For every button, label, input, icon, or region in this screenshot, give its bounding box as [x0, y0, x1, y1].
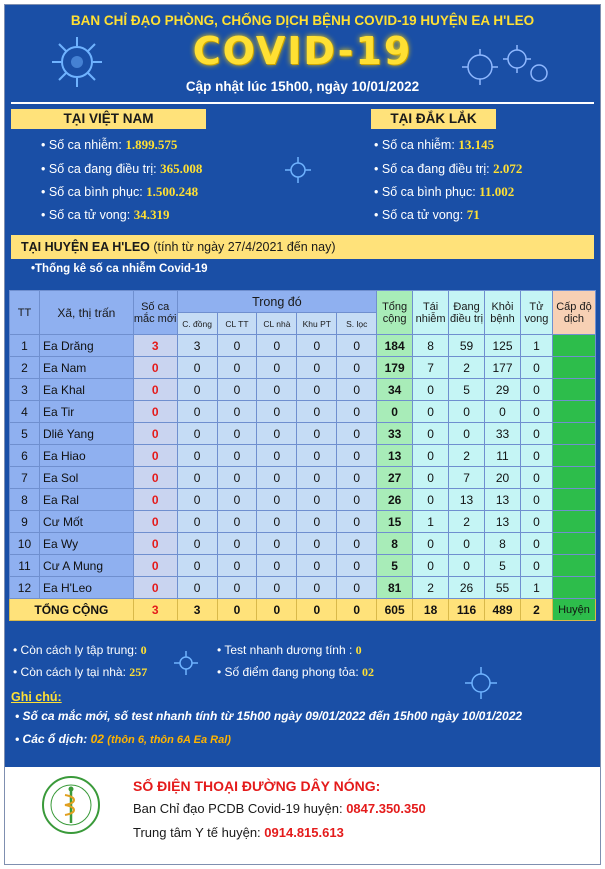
row-total: 5	[377, 555, 413, 577]
row-deaths: 0	[520, 511, 552, 533]
row-sub-5: 0	[337, 467, 377, 489]
row-deaths: 0	[520, 467, 552, 489]
row-level	[552, 357, 595, 379]
row-level	[552, 401, 595, 423]
row-level	[552, 555, 595, 577]
row-treating: 2	[449, 511, 485, 533]
row-treating: 26	[449, 577, 485, 599]
row-tt: 11	[10, 555, 40, 577]
row-sub-2: 0	[217, 335, 257, 357]
sum-sub-4: 0	[297, 599, 337, 621]
row-sub-4: 0	[297, 467, 337, 489]
row-tt: 3	[10, 379, 40, 401]
poster	[4, 4, 601, 865]
row-reinfect: 0	[413, 555, 449, 577]
th-trong-do: Trong đó	[177, 291, 377, 313]
row-deaths: 1	[520, 335, 552, 357]
row-sub-2: 0	[217, 445, 257, 467]
sum-deaths: 2	[520, 599, 552, 621]
row-treating: 0	[449, 555, 485, 577]
row-name: Ea Khal	[39, 379, 133, 401]
isolation-home: • Còn cách ly tại nhà: 257	[13, 665, 148, 679]
row-treating: 2	[449, 357, 485, 379]
row-new: 0	[133, 379, 177, 401]
row-deaths: 0	[520, 533, 552, 555]
row-name: Cư A Mung	[39, 555, 133, 577]
row-level	[552, 577, 595, 599]
row-recovered: 33	[485, 423, 521, 445]
th-sub-4: Khu PT	[297, 313, 337, 335]
row-new: 0	[133, 357, 177, 379]
row-total: 26	[377, 489, 413, 511]
sum-recovered: 489	[485, 599, 521, 621]
row-sub-2: 0	[217, 555, 257, 577]
row-recovered: 0	[485, 401, 521, 423]
row-sub-4: 0	[297, 533, 337, 555]
row-recovered: 13	[485, 511, 521, 533]
row-level	[552, 533, 595, 555]
row-sub-3: 0	[257, 511, 297, 533]
row-treating: 0	[449, 423, 485, 445]
table-row	[10, 401, 596, 423]
row-sub-1: 0	[177, 401, 217, 423]
row-reinfect: 0	[413, 423, 449, 445]
row-recovered: 13	[485, 489, 521, 511]
row-new: 0	[133, 555, 177, 577]
th-name: Xã, thị trấn	[39, 291, 133, 335]
row-sub-5: 0	[337, 357, 377, 379]
row-total: 15	[377, 511, 413, 533]
th-sub-3: CL nhà	[257, 313, 297, 335]
row-sub-1: 0	[177, 445, 217, 467]
row-sub-3: 0	[257, 401, 297, 423]
row-treating: 59	[449, 335, 485, 357]
dl-stat-3: • Số ca bình phục: 11.002	[374, 184, 515, 199]
row-sub-3: 0	[257, 423, 297, 445]
divider-top	[11, 102, 594, 104]
row-sub-5: 0	[337, 555, 377, 577]
row-sub-3: 0	[257, 533, 297, 555]
row-total: 27	[377, 467, 413, 489]
row-recovered: 5	[485, 555, 521, 577]
th-sub-2: CL TT	[217, 313, 257, 335]
row-level	[552, 511, 595, 533]
row-name: Dliê Yang	[39, 423, 133, 445]
row-deaths: 0	[520, 445, 552, 467]
table-row	[10, 511, 596, 533]
row-name: Ea Wy	[39, 533, 133, 555]
table-row	[10, 489, 596, 511]
row-new: 0	[133, 445, 177, 467]
row-new: 0	[133, 533, 177, 555]
row-total: 179	[377, 357, 413, 379]
row-reinfect: 0	[413, 489, 449, 511]
rapid-test: • Test nhanh dương tính : 0	[217, 643, 362, 657]
row-sub-1: 0	[177, 423, 217, 445]
row-level	[552, 489, 595, 511]
row-recovered: 11	[485, 445, 521, 467]
row-name: Ea Hiao	[39, 445, 133, 467]
cases-table	[9, 290, 596, 621]
row-sub-1: 0	[177, 555, 217, 577]
row-sub-3: 0	[257, 335, 297, 357]
stats-subtitle: •Thống kê số ca nhiễm Covid-19	[31, 263, 208, 275]
row-new: 0	[133, 489, 177, 511]
th-reinfect: Tái nhiễm	[413, 291, 449, 335]
row-sub-4: 0	[297, 489, 337, 511]
row-recovered: 29	[485, 379, 521, 401]
dl-stat-2: • Số ca đang điều trị: 2.072	[374, 161, 523, 176]
row-sub-2: 0	[217, 489, 257, 511]
row-sub-2: 0	[217, 379, 257, 401]
row-treating: 0	[449, 533, 485, 555]
dl-stat-4: • Số ca tử vong: 71	[374, 207, 480, 222]
isolation-center: • Còn cách ly tập trung: 0	[13, 643, 147, 657]
row-tt: 9	[10, 511, 40, 533]
sum-sub-2: 0	[217, 599, 257, 621]
th-level: Cấp độ dịch	[552, 291, 595, 335]
virus-small-icon	[283, 155, 313, 185]
sum-total: 605	[377, 599, 413, 621]
th-sub-5: S. lọc	[337, 313, 377, 335]
row-total: 33	[377, 423, 413, 445]
table-row	[10, 379, 596, 401]
row-sub-1: 0	[177, 511, 217, 533]
row-sub-2: 0	[217, 423, 257, 445]
row-deaths: 0	[520, 423, 552, 445]
row-treating: 13	[449, 489, 485, 511]
row-tt: 7	[10, 467, 40, 489]
row-reinfect: 7	[413, 357, 449, 379]
row-sub-3: 0	[257, 357, 297, 379]
row-sub-4: 0	[297, 423, 337, 445]
row-tt: 4	[10, 401, 40, 423]
vn-stat-2: • Số ca đang điều trị: 365.008	[41, 161, 203, 176]
update-time: Cập nhật lúc 15h00, ngày 10/01/2022	[185, 79, 420, 94]
row-reinfect: 0	[413, 445, 449, 467]
row-level	[552, 335, 595, 357]
row-reinfect: 0	[413, 533, 449, 555]
row-reinfect: 1	[413, 511, 449, 533]
note-2: • Các ổ dịch: 02 (thôn 6, thôn 6A Ea Ral)	[15, 732, 231, 746]
row-sub-4: 0	[297, 401, 337, 423]
hotline-1: Ban Chỉ đạo PCDB Covid-19 huyện: 0847.350.350	[133, 801, 426, 816]
row-reinfect: 0	[413, 467, 449, 489]
virus-cluster-icon	[455, 41, 555, 93]
row-treating: 7	[449, 467, 485, 489]
blue-panel	[5, 5, 600, 767]
table-row	[10, 467, 596, 489]
row-sub-3: 0	[257, 489, 297, 511]
virus-small-icon-2	[173, 650, 199, 676]
vietnam-title: TẠI VIỆT NAM	[11, 109, 206, 129]
row-treating: 0	[449, 401, 485, 423]
row-tt: 6	[10, 445, 40, 467]
sum-new: 3	[133, 599, 177, 621]
hotline-2: Trung tâm Y tế huyện: 0914.815.613	[133, 825, 344, 840]
row-reinfect: 2	[413, 577, 449, 599]
table-row	[10, 533, 596, 555]
row-sub-2: 0	[217, 577, 257, 599]
org-title: BAN CHỈ ĐẠO PHÒNG, CHỐNG DỊCH BỆNH COVID-19 HUYỆN EA H'LEO	[70, 13, 535, 28]
sum-reinfect: 18	[413, 599, 449, 621]
row-sub-4: 0	[297, 577, 337, 599]
row-sub-5: 0	[337, 445, 377, 467]
notes-heading: Ghi chú:	[11, 690, 62, 704]
vn-stat-1: • Số ca nhiễm: 1.899.575	[41, 137, 178, 152]
virus-small-icon-3	[463, 665, 499, 701]
main-title: COVID-19	[192, 29, 413, 73]
th-recovered: Khỏi bệnh	[485, 291, 521, 335]
row-tt: 2	[10, 357, 40, 379]
row-sub-4: 0	[297, 379, 337, 401]
row-sub-4: 0	[297, 555, 337, 577]
row-sub-3: 0	[257, 379, 297, 401]
row-sub-3: 0	[257, 445, 297, 467]
th-deaths: Tử vong	[520, 291, 552, 335]
row-sub-2: 0	[217, 511, 257, 533]
row-new: 0	[133, 401, 177, 423]
row-sub-1: 0	[177, 357, 217, 379]
row-sub-2: 0	[217, 467, 257, 489]
row-new: 3	[133, 335, 177, 357]
row-sub-5: 0	[337, 401, 377, 423]
row-reinfect: 0	[413, 401, 449, 423]
row-deaths: 0	[520, 401, 552, 423]
table-row	[10, 445, 596, 467]
table-row	[10, 555, 596, 577]
row-sub-5: 0	[337, 489, 377, 511]
table-row	[10, 357, 596, 379]
row-recovered: 20	[485, 467, 521, 489]
row-sub-4: 0	[297, 445, 337, 467]
row-name: Ea Sol	[39, 467, 133, 489]
row-name: Ea Nam	[39, 357, 133, 379]
row-sub-1: 3	[177, 335, 217, 357]
sum-sub-5: 0	[337, 599, 377, 621]
table-row	[10, 577, 596, 599]
row-name: Ea Tir	[39, 401, 133, 423]
row-recovered: 125	[485, 335, 521, 357]
row-tt: 5	[10, 423, 40, 445]
row-sub-1: 0	[177, 533, 217, 555]
vn-stat-3: • Số ca bình phục: 1.500.248	[41, 184, 199, 199]
th-sub-1: C. đồng	[177, 313, 217, 335]
row-sub-4: 0	[297, 357, 337, 379]
sum-level: Huyện	[552, 599, 595, 621]
row-sub-5: 0	[337, 423, 377, 445]
row-sub-2: 0	[217, 533, 257, 555]
row-sub-5: 0	[337, 511, 377, 533]
vn-stat-4: • Số ca tử vong: 34.319	[41, 207, 170, 222]
table-sum-row	[10, 599, 596, 621]
row-sub-3: 0	[257, 577, 297, 599]
row-sub-5: 0	[337, 379, 377, 401]
row-treating: 2	[449, 445, 485, 467]
table-row	[10, 423, 596, 445]
huyen-title-bar: TẠI HUYỆN EA H'LEO (tính từ ngày 27/4/2021 đến nay)	[11, 235, 594, 259]
lockdown-points: • Số điểm đang phong tỏa: 02	[217, 665, 374, 679]
virus-icon	[47, 35, 107, 89]
row-sub-3: 0	[257, 467, 297, 489]
row-sub-5: 0	[337, 577, 377, 599]
row-name: Ea H'Leo	[39, 577, 133, 599]
row-level	[552, 467, 595, 489]
th-new: Số ca mắc mới	[133, 291, 177, 335]
row-total: 81	[377, 577, 413, 599]
row-sub-1: 0	[177, 489, 217, 511]
row-new: 0	[133, 511, 177, 533]
row-sub-5: 0	[337, 335, 377, 357]
row-new: 0	[133, 467, 177, 489]
row-total: 34	[377, 379, 413, 401]
row-deaths: 0	[520, 379, 552, 401]
row-sub-1: 0	[177, 467, 217, 489]
row-reinfect: 8	[413, 335, 449, 357]
row-recovered: 55	[485, 577, 521, 599]
sum-treating: 116	[449, 599, 485, 621]
row-tt: 12	[10, 577, 40, 599]
dl-stat-1: • Số ca nhiễm: 13.145	[374, 137, 495, 152]
row-sub-5: 0	[337, 533, 377, 555]
row-tt: 10	[10, 533, 40, 555]
sum-sub-3: 0	[257, 599, 297, 621]
note-1: • Số ca mắc mới, số test nhanh tính từ 15h00 ngày 09/01/2022 đến 15h00 ngày 10/01/2022	[15, 709, 523, 723]
th-tt: TT	[10, 291, 40, 335]
row-recovered: 177	[485, 357, 521, 379]
row-tt: 8	[10, 489, 40, 511]
sum-label: TỔNG CỘNG	[10, 599, 134, 621]
sum-sub-1: 3	[177, 599, 217, 621]
row-level	[552, 445, 595, 467]
th-treating: Đang điều trị	[449, 291, 485, 335]
row-total: 184	[377, 335, 413, 357]
row-deaths: 1	[520, 577, 552, 599]
row-level	[552, 423, 595, 445]
th-total: Tổng cộng	[377, 291, 413, 335]
row-name: Ea Ral	[39, 489, 133, 511]
row-deaths: 0	[520, 357, 552, 379]
row-new: 0	[133, 423, 177, 445]
row-sub-1: 0	[177, 379, 217, 401]
row-total: 13	[377, 445, 413, 467]
row-name: Cư Mốt	[39, 511, 133, 533]
table-row	[10, 335, 596, 357]
row-new: 0	[133, 577, 177, 599]
row-name: Ea Drăng	[39, 335, 133, 357]
row-deaths: 0	[520, 489, 552, 511]
row-total: 8	[377, 533, 413, 555]
row-sub-2: 0	[217, 401, 257, 423]
row-level	[552, 379, 595, 401]
row-sub-1: 0	[177, 577, 217, 599]
row-sub-4: 0	[297, 335, 337, 357]
row-deaths: 0	[520, 555, 552, 577]
row-sub-2: 0	[217, 357, 257, 379]
row-reinfect: 0	[413, 379, 449, 401]
row-sub-3: 0	[257, 555, 297, 577]
health-department-logo	[41, 775, 101, 835]
daklak-title: TẠI ĐẮK LẮK	[371, 109, 496, 129]
row-recovered: 8	[485, 533, 521, 555]
hotline-title: SỐ ĐIỆN THOẠI ĐƯỜNG DÂY NÓNG:	[133, 778, 381, 794]
row-treating: 5	[449, 379, 485, 401]
row-tt: 1	[10, 335, 40, 357]
row-total: 0	[377, 401, 413, 423]
row-sub-4: 0	[297, 511, 337, 533]
